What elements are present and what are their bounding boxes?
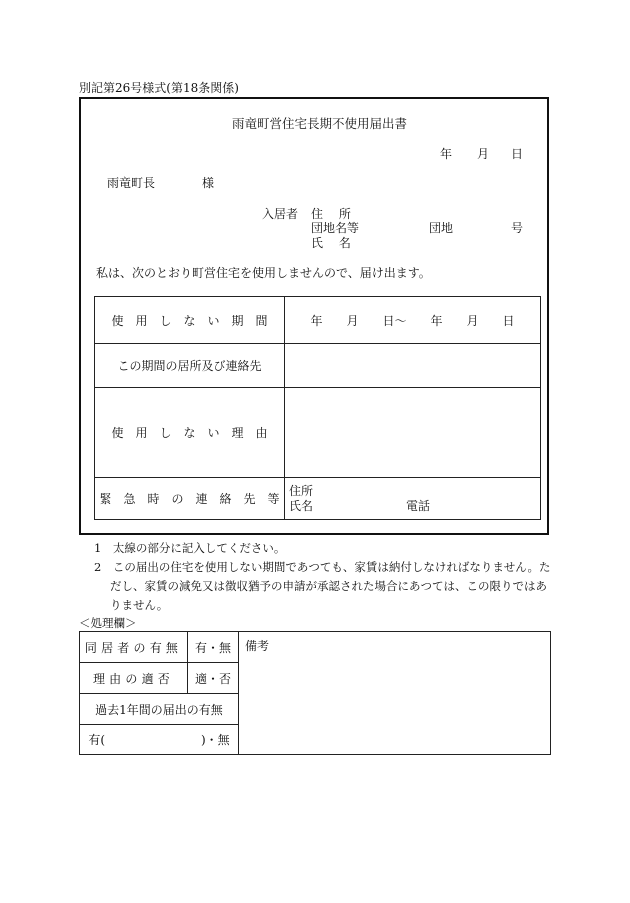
emergency-phone-label: 電話 — [406, 498, 431, 513]
emergency-field[interactable] — [285, 478, 541, 520]
emergency-label: 緊 急 時 の 連 絡 先 等 — [95, 478, 285, 520]
note-2: 2 この届出の住宅を使用しない期間であつても、家賃は納付しなければなりません。た — [94, 560, 551, 574]
main-table — [94, 296, 541, 520]
complex-word: 団地 — [429, 221, 454, 235]
reason-check-label: 理由の適否 — [80, 663, 188, 694]
date-month-label: 月 — [477, 147, 490, 161]
remarks-label: 備考 — [245, 639, 270, 653]
cohabitant-value[interactable]: 有・無 — [188, 632, 239, 663]
honorific: 様 — [202, 176, 215, 190]
form-title: 雨竜町営住宅長期不使用届出書 — [232, 116, 408, 131]
form-number-caption: 別記第26号様式(第18条関係) — [79, 81, 239, 95]
cohabitant-label: 同居者の有無 — [80, 632, 188, 663]
table-row — [80, 632, 551, 663]
table-row — [95, 344, 541, 388]
period-value[interactable]: 年 月 日～ 年 月 日 — [285, 297, 541, 344]
note-2-end: りません。 — [110, 598, 169, 612]
remarks-cell[interactable] — [239, 632, 551, 755]
address-label: 住 所 — [311, 207, 351, 221]
addressee: 雨竜町長 — [107, 176, 156, 190]
period-label: 使 用 し な い 期 間 — [95, 297, 285, 344]
reason-field[interactable] — [285, 388, 541, 478]
emergency-address-label: 住所 — [289, 483, 314, 498]
statement: 私は、次のとおり町営住宅を使用しませんので、届け出ます。 — [96, 266, 431, 280]
reason-label: 使 用 し な い 理 由 — [95, 388, 285, 478]
name-label: 氏 名 — [311, 236, 351, 250]
emergency-name-line — [289, 499, 540, 514]
table-row — [95, 388, 541, 478]
complex-label: 団地名等 — [311, 221, 360, 235]
note-1: 1 太線の部分に記入してください。 — [94, 541, 286, 555]
date-day-label: 日 — [511, 147, 524, 161]
contact-label: この期間の居所及び連絡先 — [95, 344, 285, 388]
applicant-label: 入居者 — [262, 207, 299, 221]
past-report-value[interactable]: 有( )・無 — [80, 725, 239, 755]
emergency-name-label: 氏名 — [289, 498, 314, 513]
table-row — [95, 478, 541, 520]
processing-title: ＜処理欄＞ — [79, 616, 137, 630]
contact-field[interactable] — [285, 344, 541, 388]
reason-check-value[interactable]: 適・否 — [188, 663, 239, 694]
table-row — [95, 297, 541, 344]
past-report-label: 過去1年間の届出の有無 — [80, 694, 239, 725]
date-year-label: 年 — [440, 147, 453, 161]
processing-table — [79, 631, 551, 755]
number-word: 号 — [511, 221, 524, 235]
note-2-cont: だし、家賃の減免又は徴収猶予の申請が承認された場合にあつては、この限りではあ — [110, 579, 547, 593]
